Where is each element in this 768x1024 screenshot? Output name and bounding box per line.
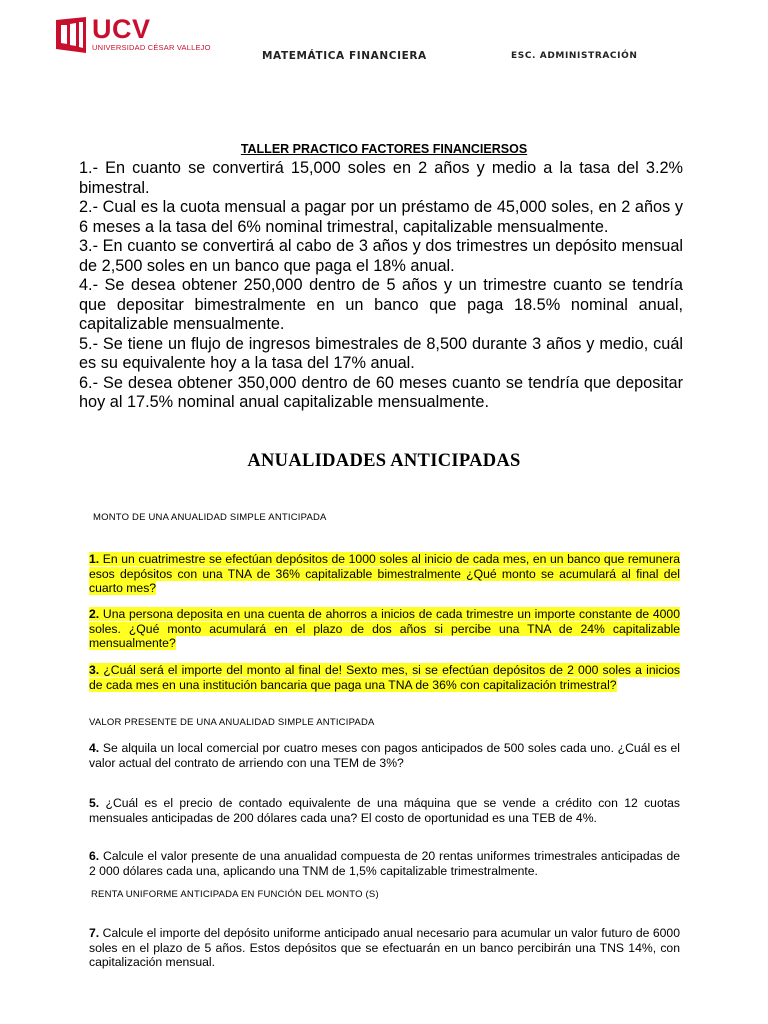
problem-item [89, 663, 680, 692]
problem-text: Calcule el importe del depósito uniforme anticipado anual necesario para acumular un valor futuro de 6000 soles en el plazo de 5 años. Estos depósitos que se efectuarán en un banco percibirán una TNS 14%, con capitalización mensual. [89, 926, 680, 969]
problem-number: 1. [89, 552, 100, 566]
section-title: ANUALIDADES ANTICIPADAS [247, 451, 521, 471]
course-name: MATEMÁTICA FINANCIERA [262, 50, 427, 62]
logo-text: UCV [92, 14, 151, 44]
logo-subtitle: UNIVERSIDAD CÉSAR VALLEJO [92, 43, 211, 52]
problem-text: ¿Cuál es el precio de contado equivalente de una máquina que se vende a crédito con 12 cuotas mensuales anticipadas de 200 dólares cada una? El costo de oportunidad es una TEB de 4%. [89, 796, 680, 825]
problem-text: Una persona deposita en una cuenta de ahorros a inicios de cada trimestre un importe constante de 4000 soles. ¿Qué monto acumulará en el plazo de dos años si percibe una TNA de 24% capitalizable mensualmente? [89, 607, 680, 650]
taller-item: 6.- Se desea obtener 350,000 dentro de 60 meses cuanto se tendría que depositar hoy al 17.5% nominal anual capitalizable mensualmente. [79, 373, 683, 411]
taller-list [79, 159, 683, 413]
taller-title: TALLER PRACTICO FACTORES FINANCIERSOS [240, 142, 528, 156]
problem-number: 6. [89, 849, 100, 863]
problem-number: 4. [89, 741, 100, 755]
subtitle-monto: MONTO DE UNA ANUALIDAD SIMPLE ANTICIPADA [93, 512, 327, 523]
taller-item: 3.- En cuanto se convertirá al cabo de 3 años y dos trimestres un depósito mensual de 2,500 soles en un banco que paga el 18% anual. [79, 237, 683, 275]
problem-number: 5. [89, 796, 100, 810]
problem-item [89, 796, 680, 825]
problem-item [89, 926, 680, 970]
ucv-logo [56, 14, 211, 57]
problem-text: Se alquila un local comercial por cuatro meses con pagos anticipados de 500 soles cada uno. ¿Cuál es el valor actual del contrato de arriendo con una TEM de 3%? [89, 741, 680, 770]
problem-text: En un cuatrimestre se efectúan depósitos de 1000 soles al inicio de cada mes, en un banco que remunera esos depósitos con una TNA de 36% capitalizable bimestralmente ¿Qué monto se acumulará al final del cuarto mes? [89, 552, 680, 595]
taller-item: 2.- Cual es la cuota mensual a pagar por un préstamo de 45,000 soles, en 2 años y 6 meses a la tasa del 6% nominal trimestral, capitalizable mensualmente. [79, 198, 683, 236]
problem-item [89, 607, 680, 651]
problem-number: 2. [89, 607, 100, 621]
problem-number: 3. [89, 663, 100, 677]
taller-item: 5.- Se tiene un flujo de ingresos bimestrales de 8,500 durante 3 años y medio, cuál es su equivalente hoy a la tasa del 17% anual. [79, 334, 683, 372]
taller-item: 4.- Se desea obtener 250,000 dentro de 5 años y un trimestre cuanto se tendría que depositar bimestralmente en un banco que paga 18.5% nominal anual, capitalizable mensualmente. [79, 276, 683, 333]
problem-item [89, 552, 680, 596]
school-name: ESC. ADMINISTRACIÓN [511, 51, 638, 61]
subtitle-valor: VALOR PRESENTE DE UNA ANUALIDAD SIMPLE ANTICIPADA [89, 717, 375, 728]
problem-item [89, 741, 680, 770]
problem-text: Calcule el valor presente de una anualidad compuesta de 20 rentas uniformes trimestrales anticipadas de 2 000 dólares cada una, aplicando una TNM de 1,5% capitalizable trimestralmente. [89, 849, 680, 878]
problem-item [89, 849, 680, 878]
subtitle-renta: RENTA UNIFORME ANTICIPADA EN FUNCIÓN DEL MONTO (S) [91, 889, 379, 900]
ucv-emblem-icon [56, 17, 86, 53]
problem-number: 7. [89, 926, 100, 940]
taller-item: 1.- En cuanto se convertirá 15,000 soles en 2 años y medio a la tasa del 3.2% bimestral. [79, 159, 683, 197]
problem-text: ¿Cuál será el importe del monto al final de! Sexto mes, si se efectúan depósitos de 2 000 soles a inicios de cada mes en una institución bancaria que paga una TNA de 36% con capitalización trimestral? [89, 663, 680, 692]
